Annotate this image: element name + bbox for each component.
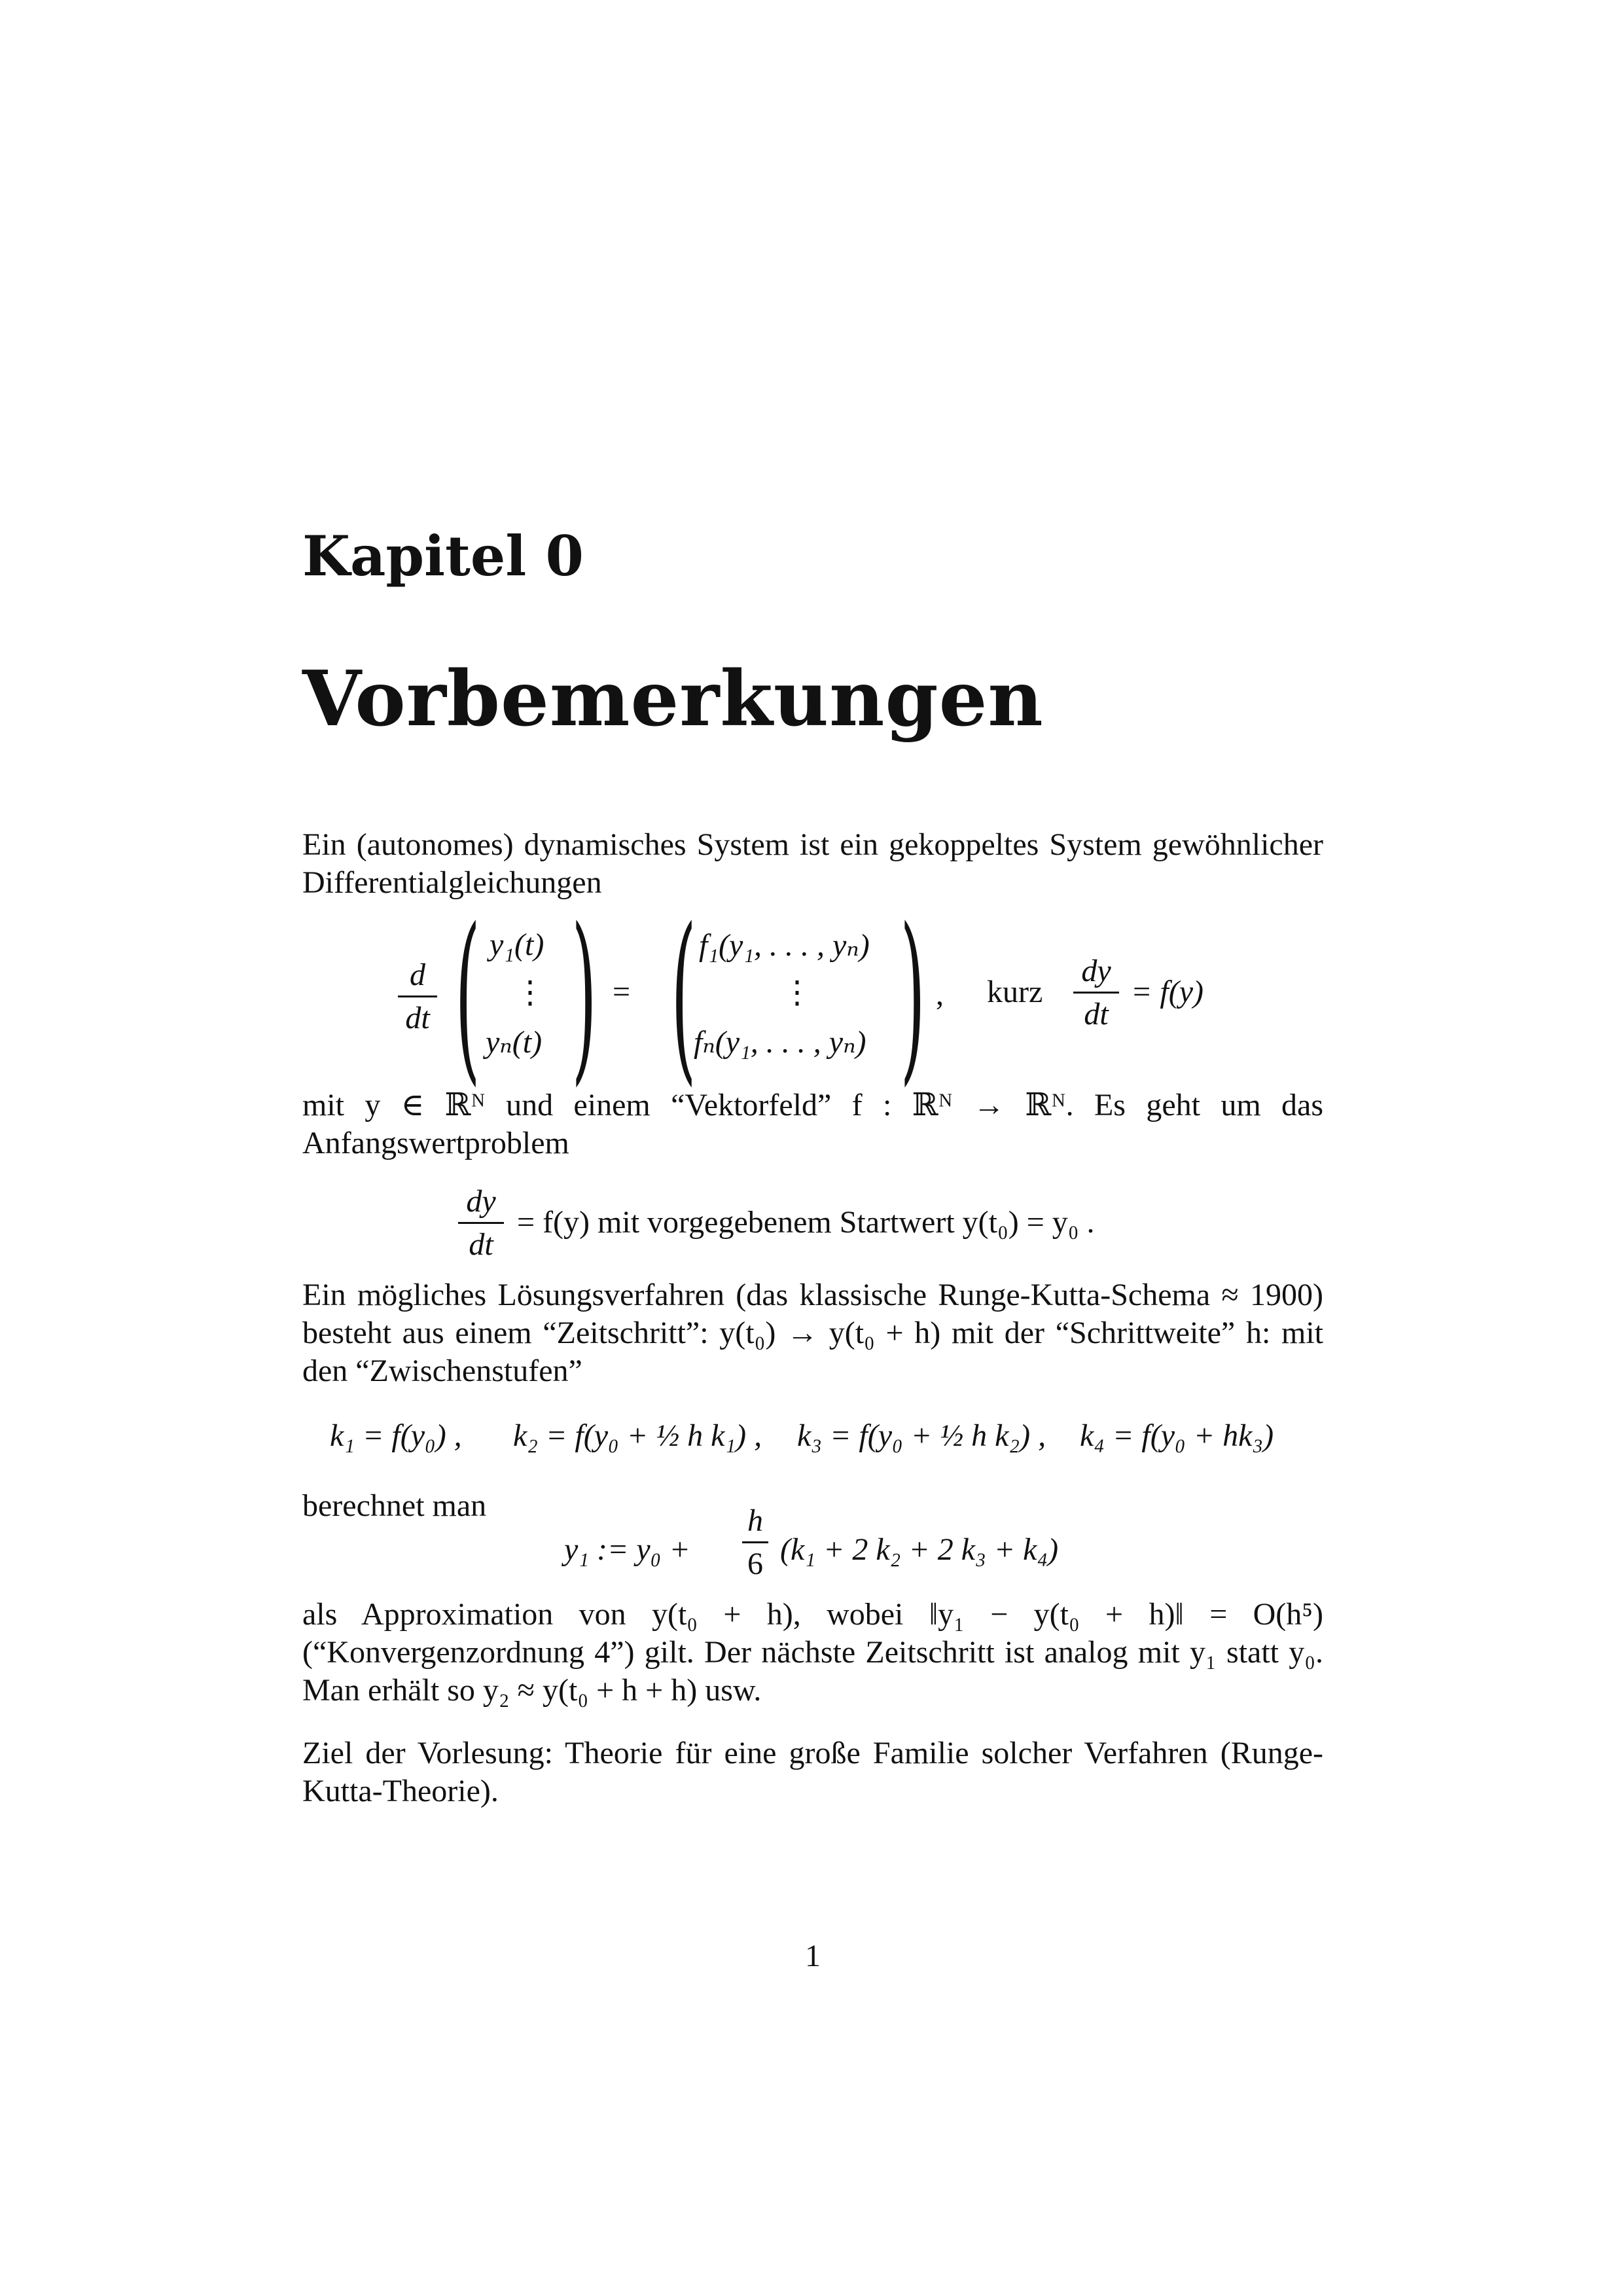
frac-denominator: dt xyxy=(1084,997,1109,1031)
page-number: 1 xyxy=(805,1939,821,1973)
kurz-label: kurz xyxy=(987,975,1043,1009)
frac-denominator: dt xyxy=(469,1227,493,1262)
update-rhs: (k₁ + 2 k₂ + 2 k₃ + k₄) xyxy=(780,1532,1059,1567)
frac-line xyxy=(742,1541,768,1543)
rhs-dots: ⋮ xyxy=(781,975,813,1010)
stage-k2: k₂ = f(y₀ + ½ h k₁) , xyxy=(513,1418,762,1453)
frac-denominator: 6 xyxy=(747,1547,763,1581)
paragraph-intro: Ein (autonomes) dynamisches System ist ein gekoppeltes System gewöhnlicher Differentialgleichungen xyxy=(302,827,1323,900)
frac-numerator: h xyxy=(747,1503,763,1538)
paragraph-goal: Ziel der Vorlesung: Theorie für eine große Familie solcher Verfahren (Runge-Kutta-Theorie). xyxy=(302,1736,1323,1808)
comma: , xyxy=(936,977,944,1012)
ivp-text: = f(y) mit vorgegebenem Startwert y(t₀) = y₀ . xyxy=(517,1205,1095,1240)
frac-h-6 xyxy=(742,1503,768,1582)
frac-numerator: d xyxy=(410,958,425,992)
rhs-top: f₁(y₁, . . . , yₙ) xyxy=(699,928,870,963)
rhs-bottom: fₙ(y₁, . . . , yₙ) xyxy=(694,1025,866,1060)
frac-denominator: dt xyxy=(405,1001,430,1035)
paragraph-approximation: als Approximation von y(t₀ + h), wobei ‖y₁ − y(t₀ + h)‖ = O(h⁵) (“Konvergenzordnung 4”) gilt. Der nächste Zeitschritt ist analog mit y₁ statt y₀. Man erhält so y₂ ≈ y(t₀ + h + h) usw. xyxy=(302,1597,1323,1708)
right-paren: ) xyxy=(571,889,597,1103)
lhs-bottom: yₙ(t) xyxy=(486,1025,543,1060)
frac-line xyxy=(458,1222,504,1224)
equals-sign: = xyxy=(613,975,631,1009)
frac-line xyxy=(398,996,437,997)
rhs-short: = f(y) xyxy=(1131,975,1204,1009)
right-paren: ) xyxy=(900,889,925,1103)
lhs-dots: ⋮ xyxy=(514,975,546,1010)
lhs-top: y₁(t) xyxy=(490,927,544,962)
frac-numerator: dy xyxy=(466,1184,496,1219)
frac-d-dt xyxy=(398,957,437,1036)
chapter-title: Vorbemerkungen xyxy=(302,655,1044,744)
paragraph-runge-kutta: Ein mögliches Lösungsverfahren (das klassische Runge-Kutta-Schema ≈ 1900) besteht aus einem “Zeitschritt”: y(t₀) → y(t₀ + h) mit der “Schrittweite” h: mit den “Zwischenstufen” xyxy=(302,1278,1323,1388)
paragraph-vectorfield: mit y ∈ ℝᴺ und einem “Vektorfeld” f : ℝᴺ → ℝᴺ. Es geht um das Anfangswertproblem xyxy=(302,1088,1323,1160)
chapter-label: Kapitel 0 xyxy=(302,524,584,588)
stage-k3: k₃ = f(y₀ + ½ h k₂) , xyxy=(797,1418,1046,1453)
stage-k4: k₄ = f(y₀ + hk₃) xyxy=(1080,1418,1274,1453)
paragraph-berechnet: berechnet man xyxy=(302,1488,487,1523)
left-paren: ( xyxy=(671,889,696,1103)
stage-k1: k₁ = f(y₀) , xyxy=(330,1418,462,1453)
frac-dy-dt xyxy=(458,1183,504,1263)
update-lhs: y₁ := y₀ + xyxy=(564,1532,690,1567)
frac-numerator: dy xyxy=(1081,954,1111,988)
frac-line xyxy=(1073,992,1119,994)
frac-dy-dt xyxy=(1073,953,1119,1032)
left-paren: ( xyxy=(455,889,480,1103)
